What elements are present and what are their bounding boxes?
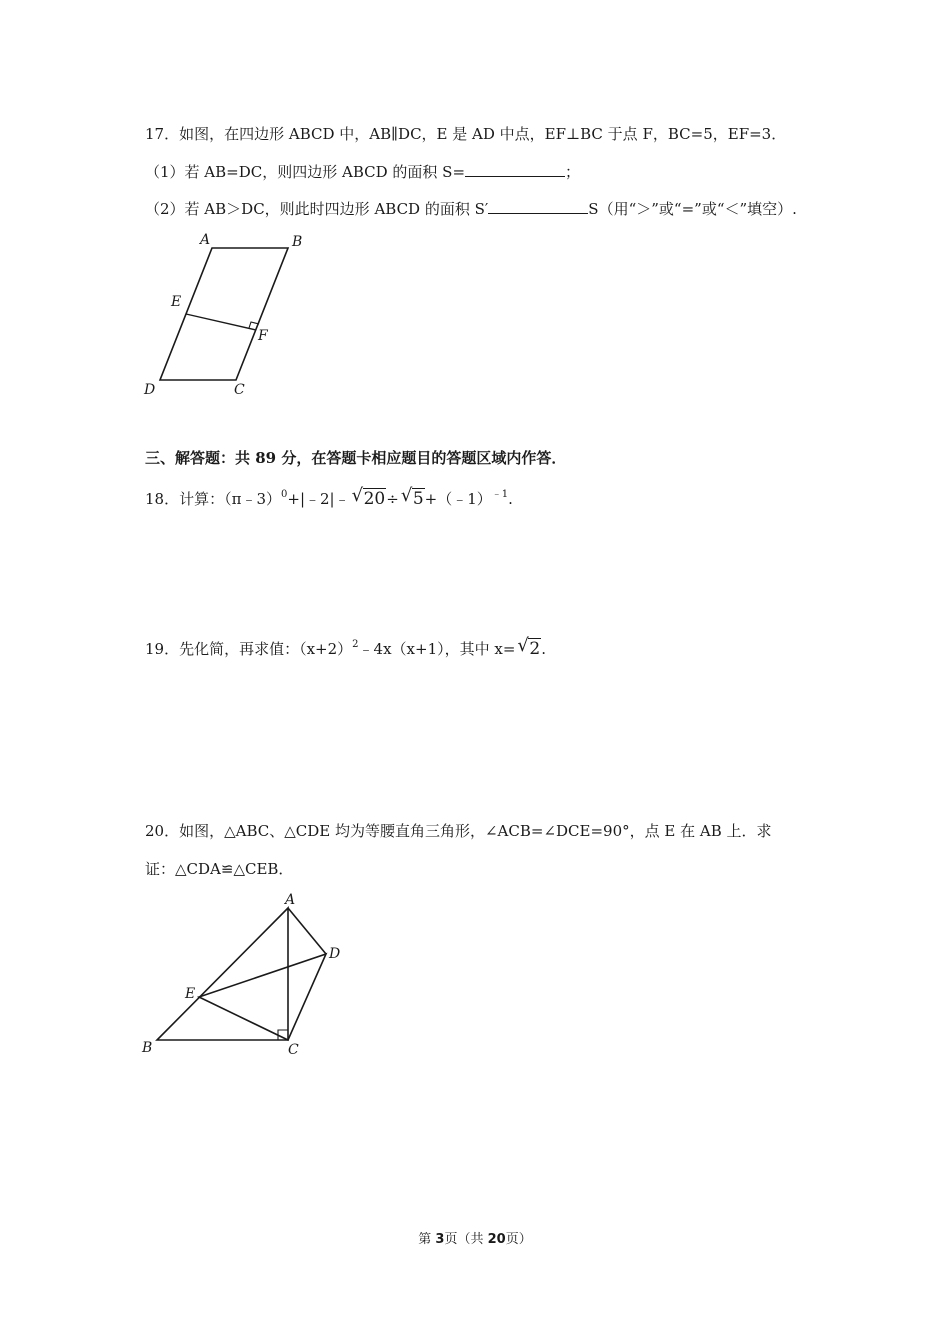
radical-sign-icon: √ [351,485,364,506]
q18-mid1: +|﹣2|﹣ [287,490,350,508]
section3-heading: 三、解答题：共 89 分，在答题卡相应题目的答题区域内作答． [145,449,567,467]
q17-part1 [145,162,580,182]
quadrilateral-abcd [160,248,288,380]
sqrt-2 [517,635,541,659]
label-a: A [200,232,211,248]
q17-part1-end: ； [565,163,581,181]
q19-mid: ﹣4x（x+1），其中 x= [358,640,516,658]
label-b: B [292,234,303,250]
segment-ef [186,314,256,330]
triangle-cde [199,954,326,1040]
radicand-2: 2 [529,639,541,659]
radical-sign-icon: √ [517,635,529,656]
label-e: E [171,294,182,310]
segment-ad [288,908,326,954]
q20-line2: 证：△CDA≌△CEB． [145,860,294,878]
q18-mid2: +（﹣1） [424,490,492,508]
radical-sign-icon: √ [400,485,413,506]
q18-expression [145,485,513,509]
current-page-number: 3 [435,1232,445,1247]
q19-end: . [541,640,547,658]
total-page-number: 20 [487,1232,506,1247]
q18-div: ÷ [386,490,399,508]
q20-line1: 20．如图，△ABC、△CDE 均为等腰直角三角形，∠ACB=∠DCE=90°，点 E 在 AB 上．求 [145,822,772,840]
q18-end: . [508,490,513,508]
label-d: D [329,946,341,962]
q17-stem: 17．如图，在四边形 ABCD 中，AB∥DC，E 是 AD 中点，EF⊥BC 于点 F，BC=5，EF=3． [145,125,787,143]
answer-blank-1[interactable] [465,162,565,177]
q18-prefix: 18．计算：（π﹣3） [145,490,281,508]
footer-text-3: 页） [505,1232,532,1247]
q17-figure [140,228,320,400]
answer-blank-2[interactable] [488,199,588,214]
label-c: C [288,1042,299,1058]
q17-part1-text: （1）若 AB=DC，则四边形 ABCD 的面积 S= [145,163,466,181]
q18-exp1: ﹣1 [491,489,509,500]
label-c: C [234,382,245,398]
q17-part2 [145,199,797,219]
radicand-20: 20 [363,489,386,509]
footer-text-1: 第 [418,1232,436,1247]
q17-part2-end: S（用“＞”或“=”或“＜”填空）. [588,200,797,218]
footer-text-2: 页（共 [444,1232,488,1247]
label-d: D [144,382,156,398]
q19-prefix: 19．先化简，再求值：（x+2） [145,640,353,658]
q18-exp0: 0 [281,489,288,500]
q20-figure [140,890,350,1060]
q19-exp: 2 [352,639,359,650]
label-b: B [142,1040,153,1056]
radicand-5: 5 [412,489,424,509]
page-footer [0,1228,950,1247]
q17-part2-text: （2）若 AB＞DC，则此时四边形 ABCD 的面积 S′ [145,200,489,218]
label-f: F [258,328,268,344]
q19-expression [145,635,546,659]
sqrt-5 [400,485,425,509]
label-e: E [185,986,196,1002]
sqrt-20 [351,485,387,509]
label-a: A [285,892,296,908]
